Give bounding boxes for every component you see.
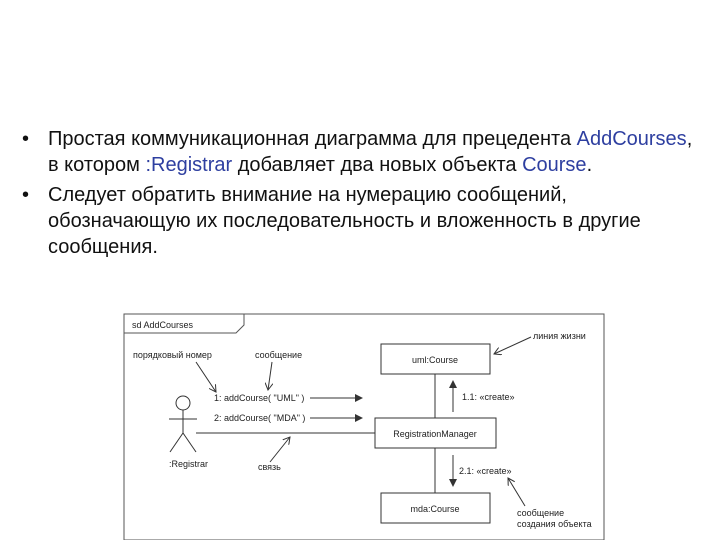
annotation-create-message-2: создания объекта [517,519,592,529]
registration-manager-label: RegistrationManager [393,429,477,439]
annotation-create-message-1: сообщение [517,508,565,518]
message-1-label: 1: addCourse( "UML" ) [214,393,305,403]
use-case-name: AddCourses [576,128,687,150]
bullet-text-part: Простая коммуникационная диаграмма для прецедента [48,128,577,150]
mda-course-label: mda:Course [410,504,460,514]
bullet-text-part: , в котором [48,128,693,176]
uml-course-label: uml:Course [411,355,459,365]
message-11-label: 1.1: «create» [462,392,515,402]
annotation-lifeline-arrow [494,337,531,354]
annotation-link-arrow [270,437,290,462]
annotation-sequence-number: порядковый номер [133,350,212,360]
annotation-create-arrow [508,478,525,506]
bullet-dot: • [22,128,30,150]
message-21-label: 2.1: «create» [459,466,512,476]
message-2-label: 2: addCourse( "MDA" ) [214,413,306,423]
bullet-text: Следует обратить внимание на нумерацию сообщений, обозначающую их последовательность и вложенность в другие сообщения. [48,184,641,258]
diagram-frame [124,314,604,540]
actor-label: :Registrar [169,459,209,469]
annotation-message-arrow [268,362,272,390]
annotation-message: сообщение [255,350,303,360]
annotation-link: связь [258,462,281,472]
annotation-lifeline: линия жизни [533,331,586,341]
class-name: Course [522,154,587,176]
bullet-text-part: . [586,154,593,176]
bullet-dot: • [22,184,30,206]
actor-icon [169,396,197,452]
annotation-sequence-number-arrow [196,362,216,392]
bullet-text-part: добавляет два новых объекта [232,154,523,176]
frame-label: sd AddCourses [132,320,194,330]
actor-name: :Registrar [145,154,233,176]
